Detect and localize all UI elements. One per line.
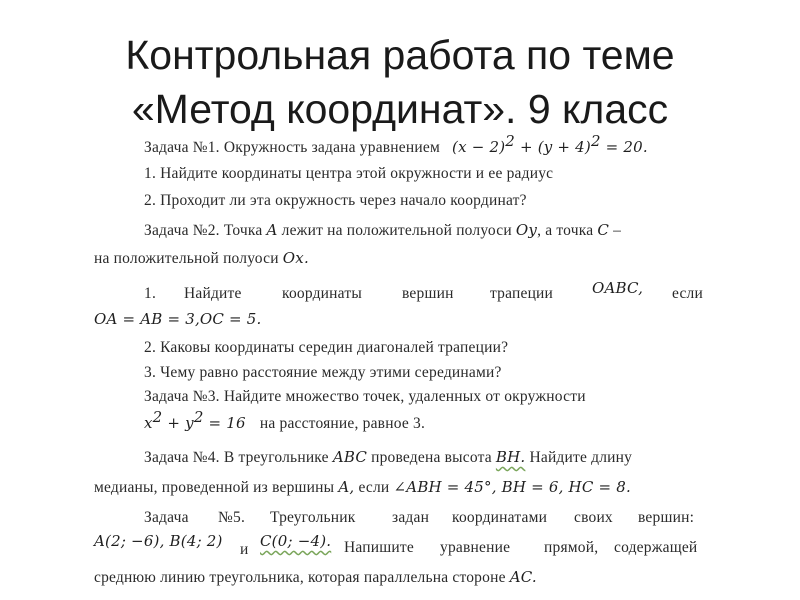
task2-trapezoid: OABC, bbox=[592, 279, 644, 297]
task3-text-b: на расстояние, равное 3. bbox=[259, 415, 426, 432]
task1-eq-part-c: = 20. bbox=[600, 138, 648, 156]
task1-eq-sup-2: 2 bbox=[590, 132, 601, 150]
task5-word: прямой, bbox=[544, 539, 599, 556]
task1-eq-part-a: (x − 2) bbox=[452, 138, 506, 156]
task2-q1-word: если bbox=[672, 285, 703, 302]
task5-line-3 bbox=[94, 568, 537, 587]
task1-equation bbox=[452, 132, 648, 156]
task4-text-c: Найдите длину bbox=[529, 449, 633, 466]
task2-question-3: 3. Чему равно расстояние между этими серединами? bbox=[144, 364, 502, 381]
task4-line-2 bbox=[94, 478, 631, 497]
task2-point-a: A bbox=[266, 221, 278, 239]
task3-line-2 bbox=[144, 408, 426, 433]
task5-word: уравнение bbox=[440, 539, 511, 556]
slide-title bbox=[0, 28, 800, 136]
task1-question-2: 2. Проходит ли эта окружность через начало координат? bbox=[144, 192, 527, 209]
slide-title-line-1: Контрольная работа по теме bbox=[125, 32, 675, 78]
task4-text-b: проведена высота bbox=[371, 449, 492, 466]
task5-word: Треугольник bbox=[270, 509, 356, 526]
task4-text-d: медианы, проведенной из вершины bbox=[94, 479, 335, 496]
task2-q1-word: Найдите bbox=[184, 285, 242, 302]
task2-text-d: на положительной полуоси bbox=[94, 250, 279, 267]
task2-text-a: Задача №2. Точка bbox=[144, 222, 263, 239]
task3-eq-part-c: = 16 bbox=[203, 414, 246, 432]
task2-q1-word: вершин bbox=[402, 285, 454, 302]
task2-question-2: 2. Каковы координаты середин диагоналей трапеции? bbox=[144, 339, 509, 356]
task2-text-c: , а точка bbox=[537, 222, 594, 239]
task5-and: и bbox=[240, 541, 249, 558]
task5-points-ab: A(2; −6), B(4; 2) bbox=[94, 532, 223, 550]
task1-question-1: 1. Найдите координаты центра этой окружности и ее радиус bbox=[144, 165, 554, 182]
task1-eq-part-b: + (y + 4) bbox=[515, 138, 591, 156]
task2-condition: OA = AB = 3,OC = 5. bbox=[94, 310, 262, 328]
task4-height: BH. bbox=[495, 448, 526, 466]
task2-text-b: лежит на положительной полуоси bbox=[281, 222, 512, 239]
task2-q1-word: координаты bbox=[282, 285, 362, 302]
task5-text-c: среднюю линию треугольника, которая параллельна стороне bbox=[94, 569, 506, 586]
task5-word: содержащей bbox=[614, 539, 698, 556]
task1-header bbox=[144, 132, 648, 157]
task3-eq-sup-1: 2 bbox=[152, 408, 163, 426]
task3-eq-sup-2: 2 bbox=[193, 408, 204, 426]
task2-axis-oy: Oy bbox=[515, 221, 538, 239]
slide-title-line-2: «Метод координат». 9 класс bbox=[131, 86, 669, 132]
task5-word: Напишите bbox=[344, 539, 414, 556]
task2-line-2 bbox=[94, 249, 309, 268]
task5-point-c: C(0; −4). bbox=[260, 532, 332, 550]
task3-line-1: Задача №3. Найдите множество точек, удаленных от окружности bbox=[144, 388, 586, 405]
task5-word: Задача bbox=[144, 509, 189, 526]
task4-text-a: Задача №4. В треугольнике bbox=[144, 449, 329, 466]
task2-line-1 bbox=[144, 221, 621, 240]
task3-equation bbox=[144, 408, 246, 432]
task5-word: своих bbox=[574, 509, 613, 526]
task1-label: Задача №1. Окружность задана уравнением bbox=[144, 139, 440, 156]
task4-text-e: если bbox=[358, 479, 390, 496]
task4-condition: ∠ABH = 45°, BH = 6, HC = 8. bbox=[393, 478, 631, 496]
task2-point-c: C bbox=[597, 221, 610, 239]
task2-axis-ox: Ox. bbox=[282, 249, 309, 267]
task1-eq-sup-1: 2 bbox=[505, 132, 515, 150]
task5-word: задан bbox=[392, 509, 430, 526]
task5-word: №5. bbox=[218, 509, 246, 526]
task3-eq-part-a: x bbox=[144, 414, 153, 432]
task2-q1-word: трапеции bbox=[490, 285, 554, 302]
task2-dash: – bbox=[613, 222, 622, 239]
task3-eq-part-b: + y bbox=[162, 414, 194, 432]
task5-word: вершин: bbox=[638, 509, 695, 526]
task5-side: AC. bbox=[509, 568, 537, 586]
task4-vertex: A, bbox=[338, 478, 355, 496]
task5-word: координатами bbox=[452, 509, 548, 526]
task4-line-1 bbox=[144, 448, 632, 467]
task2-q1-number: 1. bbox=[144, 285, 157, 302]
task4-triangle: ABC bbox=[332, 448, 368, 466]
